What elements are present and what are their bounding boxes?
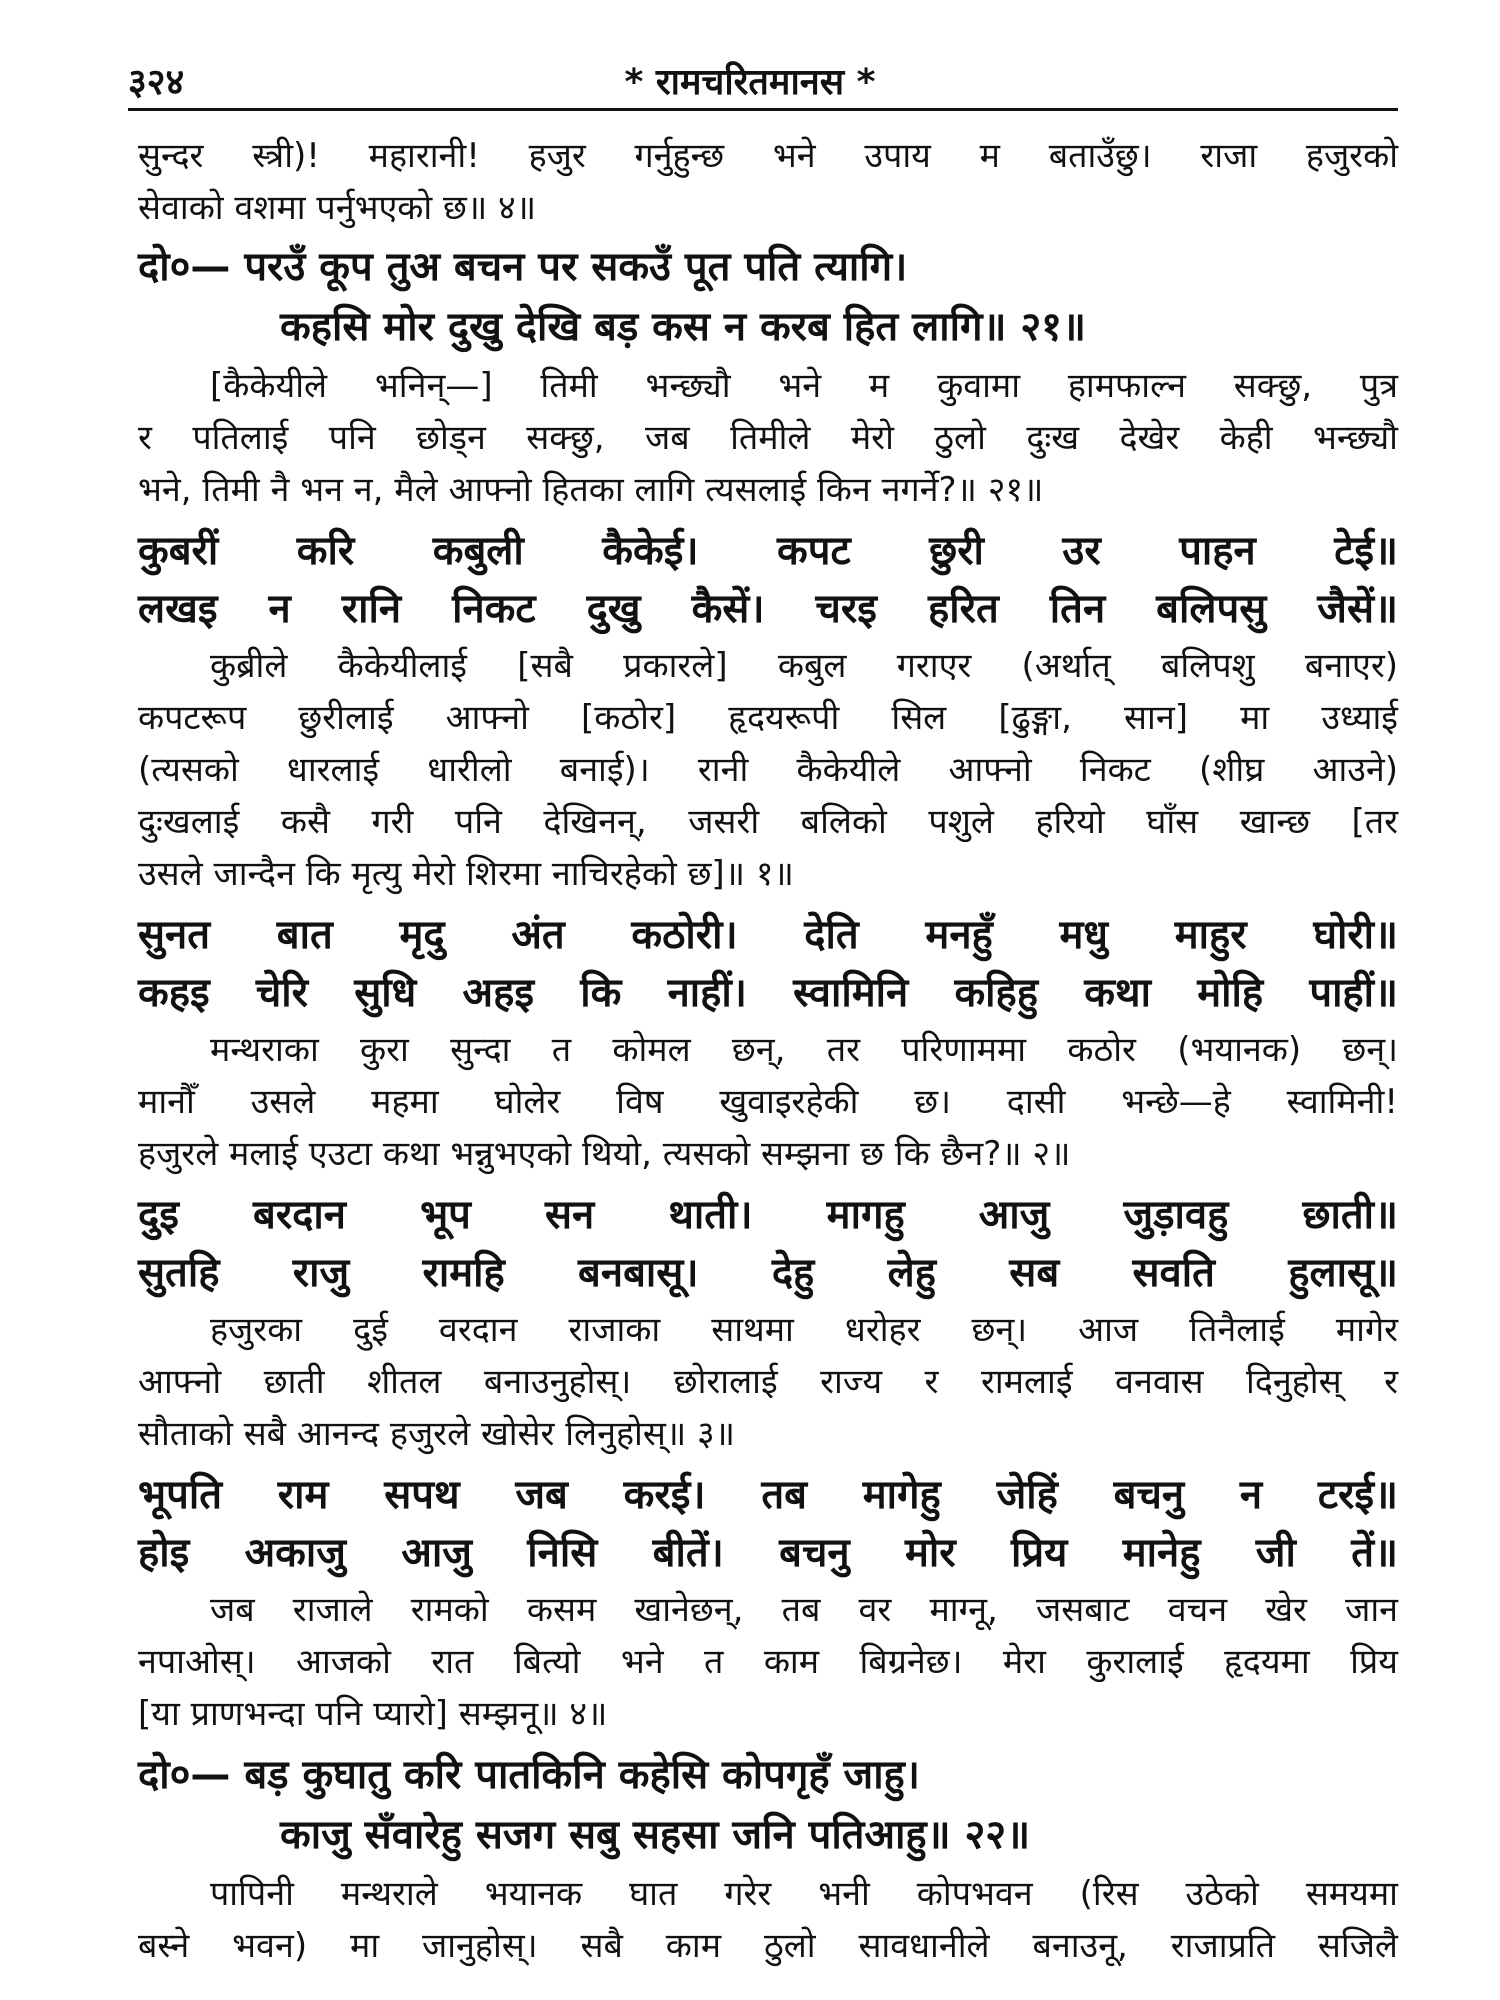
prose-line: भने, तिमी नै भन न, मैले आफ्नो हितका लागि त्यसलाई किन नगर्ने?॥ २१॥ bbox=[138, 470, 1044, 510]
prose-line: कुब्रीले कैकेयीलाई [सबै प्रकारले] कबुल गराएर (अर्थात् बलिपशु बनाएर) bbox=[210, 646, 1398, 686]
doha-line: काजु सँवारेहु सजग सबु सहसा जनि पतिआहु॥ २२॥ bbox=[280, 1812, 1031, 1858]
prose-line: उसले जान्दैन कि मृत्यु मेरो शिरमा नाचिरहेको छ]॥ १॥ bbox=[138, 854, 794, 894]
prose-line: मानौँ उसले महमा घोलेर विष खुवाइरहेकी छ। दासी भन्छे—हे स्वामिनी! bbox=[138, 1082, 1398, 1122]
prose-line: र पतिलाई पनि छोड्न सक्छु, जब तिमीले मेरो ठुलो दुःख देखेर केही भन्छ्यौ bbox=[138, 418, 1398, 458]
chaupai-line: सुतहि राजु रामहि बनबासू। देहु लेहु सब सवति हुलासू॥ bbox=[138, 1250, 1398, 1296]
chaupai-line: लखइ न रानि निकट दुखु कैसें। चरइ हरित तिन बलिपसु जैसें॥ bbox=[138, 586, 1398, 632]
prose-line: [कैकेयीले भनिन्—] तिमी भन्छ्यौ भने म कुवामा हामफाल्न सक्छु, पुत्र bbox=[210, 366, 1398, 406]
prose-line: आफ्नो छाती शीतल बनाउनुहोस्। छोरालाई राज्य र रामलाई वनवास दिनुहोस् र bbox=[138, 1362, 1398, 1402]
running-title: * रामचरितमानस * bbox=[624, 62, 876, 103]
prose-line: जब राजाले रामको कसम खानेछन्, तब वर माग्नू, जसबाट वचन खेर जान bbox=[210, 1590, 1398, 1630]
prose-line: सौताको सबै आनन्द हजुरले खोसेर लिनुहोस्॥ ३॥ bbox=[138, 1414, 736, 1454]
header-rule bbox=[128, 108, 1398, 111]
prose-line: हजुरले मलाई एउटा कथा भन्नुभएको थियो, त्यसको सम्झना छ कि छैन?॥ २॥ bbox=[138, 1134, 1071, 1174]
prose-line: नपाओस्। आजको रात बित्यो भने त काम बिग्रनेछ। मेरा कुरालाई हृदयमा प्रिय bbox=[138, 1642, 1398, 1682]
prose-line: पापिनी मन्थराले भयानक घात गरेर भनी कोपभवन (रिस उठेको समयमा bbox=[210, 1874, 1398, 1914]
prose-line: सुन्दर स्त्री)! महारानी! हजुर गर्नुहुन्छ भने उपाय म बताउँछु। राजा हजुरको bbox=[138, 136, 1398, 176]
prose-line: दुःखलाई कसै गरी पनि देखिनन्, जसरी बलिको पशुले हरियो घाँस खान्छ [तर bbox=[138, 802, 1398, 842]
prose-line: कपटरूप छुरीलाई आफ्नो [कठोर] हृदयरूपी सिल [ढुङ्गा, सान] मा उध्याई bbox=[138, 698, 1398, 738]
chaupai-line: होइ अकाजु आजु निसि बीतें। बचनु मोर प्रिय मानेहु जी तें॥ bbox=[138, 1530, 1398, 1576]
page-number: ३२४ bbox=[128, 62, 185, 103]
doha-line: कहसि मोर दुखु देखि बड़ कस न करब हित लागि॥ २१॥ bbox=[280, 304, 1086, 350]
prose-line: (त्यसको धारलाई धारीलो बनाई)। रानी कैकेयीले आफ्नो निकट (शीघ्र आउने) bbox=[138, 750, 1398, 790]
chaupai-line: कहइ चेरि सुधि अहइ कि नाहीं। स्वामिनि कहिहु कथा मोहि पाहीं॥ bbox=[138, 970, 1398, 1016]
chaupai-line: दुइ बरदान भूप सन थाती। मागहु आजु जुड़ावहु छाती॥ bbox=[138, 1192, 1398, 1238]
doha-line: दो०— बड़ कुघातु करि पातकिनि कहेसि कोपगृहँ जाहु। bbox=[138, 1752, 920, 1798]
chaupai-line: कुबरीं करि कबुली कैकेई। कपट छुरी उर पाहन टेई॥ bbox=[138, 528, 1398, 574]
prose-line: बस्ने भवन) मा जानुहोस्। सबै काम ठुलो सावधानीले बनाउनू, राजाप्रति सजिलै bbox=[138, 1926, 1398, 1966]
doha-line: दो०— परउँ कूप तुअ बचन पर सकउँ पूत पति त्यागि। bbox=[138, 244, 908, 290]
prose-line: मन्थराका कुरा सुन्दा त कोमल छन्, तर परिणाममा कठोर (भयानक) छन्। bbox=[210, 1030, 1398, 1070]
prose-line: हजुरका दुई वरदान राजाका साथमा धरोहर छन्। आज तिनैलाई मागेर bbox=[210, 1310, 1398, 1350]
prose-line: सेवाको वशमा पर्नुभएको छ॥ ४॥ bbox=[138, 188, 537, 228]
chaupai-line: भूपति राम सपथ जब करई। तब मागेहु जेहिं बचनु न टरई॥ bbox=[138, 1472, 1398, 1518]
prose-line: [या प्राणभन्दा पनि प्यारो] सम्झनू॥ ४॥ bbox=[138, 1694, 608, 1734]
chaupai-line: सुनत बात मृदु अंत कठोरी। देति मनहुँ मधु माहुर घोरी॥ bbox=[138, 912, 1398, 958]
